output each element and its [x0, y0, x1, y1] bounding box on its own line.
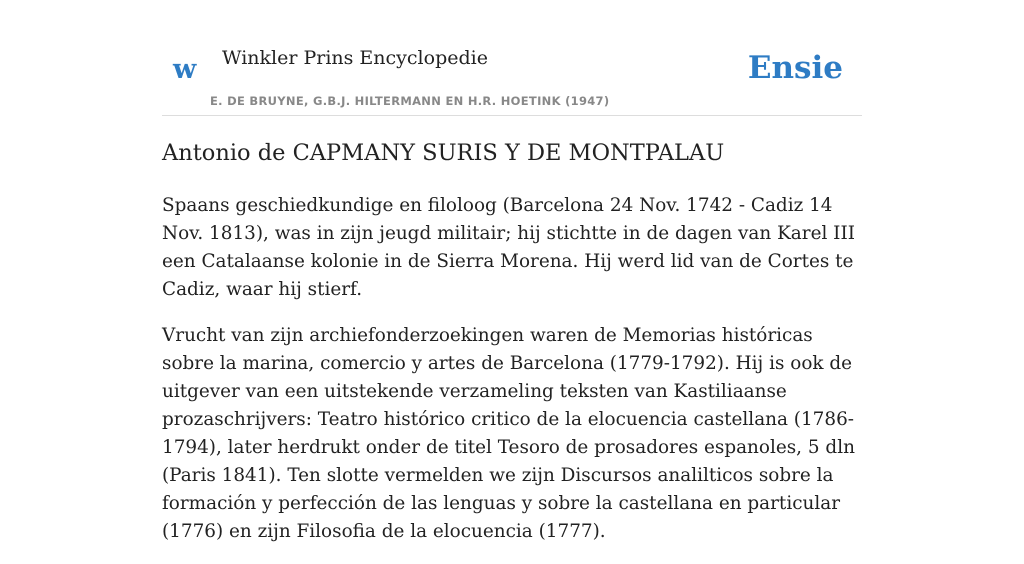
site-logo[interactable]: w [173, 54, 197, 85]
site-header [162, 40, 862, 116]
article-body [162, 192, 862, 564]
edition-authors: E. DE BRUYNE, G.B.J. HILTERMANN EN H.R. HOETINK (1947) [210, 94, 610, 108]
site-title[interactable]: Winkler Prins Encyclopedie [222, 47, 488, 69]
article-paragraph: Spaans geschiedkundige en filoloog (Barcelona 24 Nov. 1742 - Cadiz 14 Nov. 1813), was in zijn jeugd militair; hij stichtte in de dagen van Karel III een Catalaanse kolonie in de Sierra Morena. Hij werd lid van de Cortes te Cadiz, waar hij stierf. [162, 195, 855, 300]
article-title: Antonio de CAPMANY SURIS Y DE MONTPALAU [162, 140, 725, 166]
article-paragraph: Vrucht van zijn archiefonderzoekingen waren de Memorias históricas sobre la marina, comercio y artes de Barcelona (1779-1792). Hij is ook de uitgever van een uitstekende verzameling teksten van Kastiliaanse prozaschrijvers: Teatro histórico critico de la elocuencia castellana (1786-1794), later herdrukt onder de titel Tesoro de prosadores espanoles, 5 dln (Paris 1841). Ten slotte vermelden we zijn Discursos analilticos sobre la formación y perfección de las lenguas y sobre la castellana en particular (1776) en zijn Filosofia de la elocuencia (1777). [162, 325, 855, 542]
brand-logo[interactable]: Ensie [747, 50, 843, 86]
